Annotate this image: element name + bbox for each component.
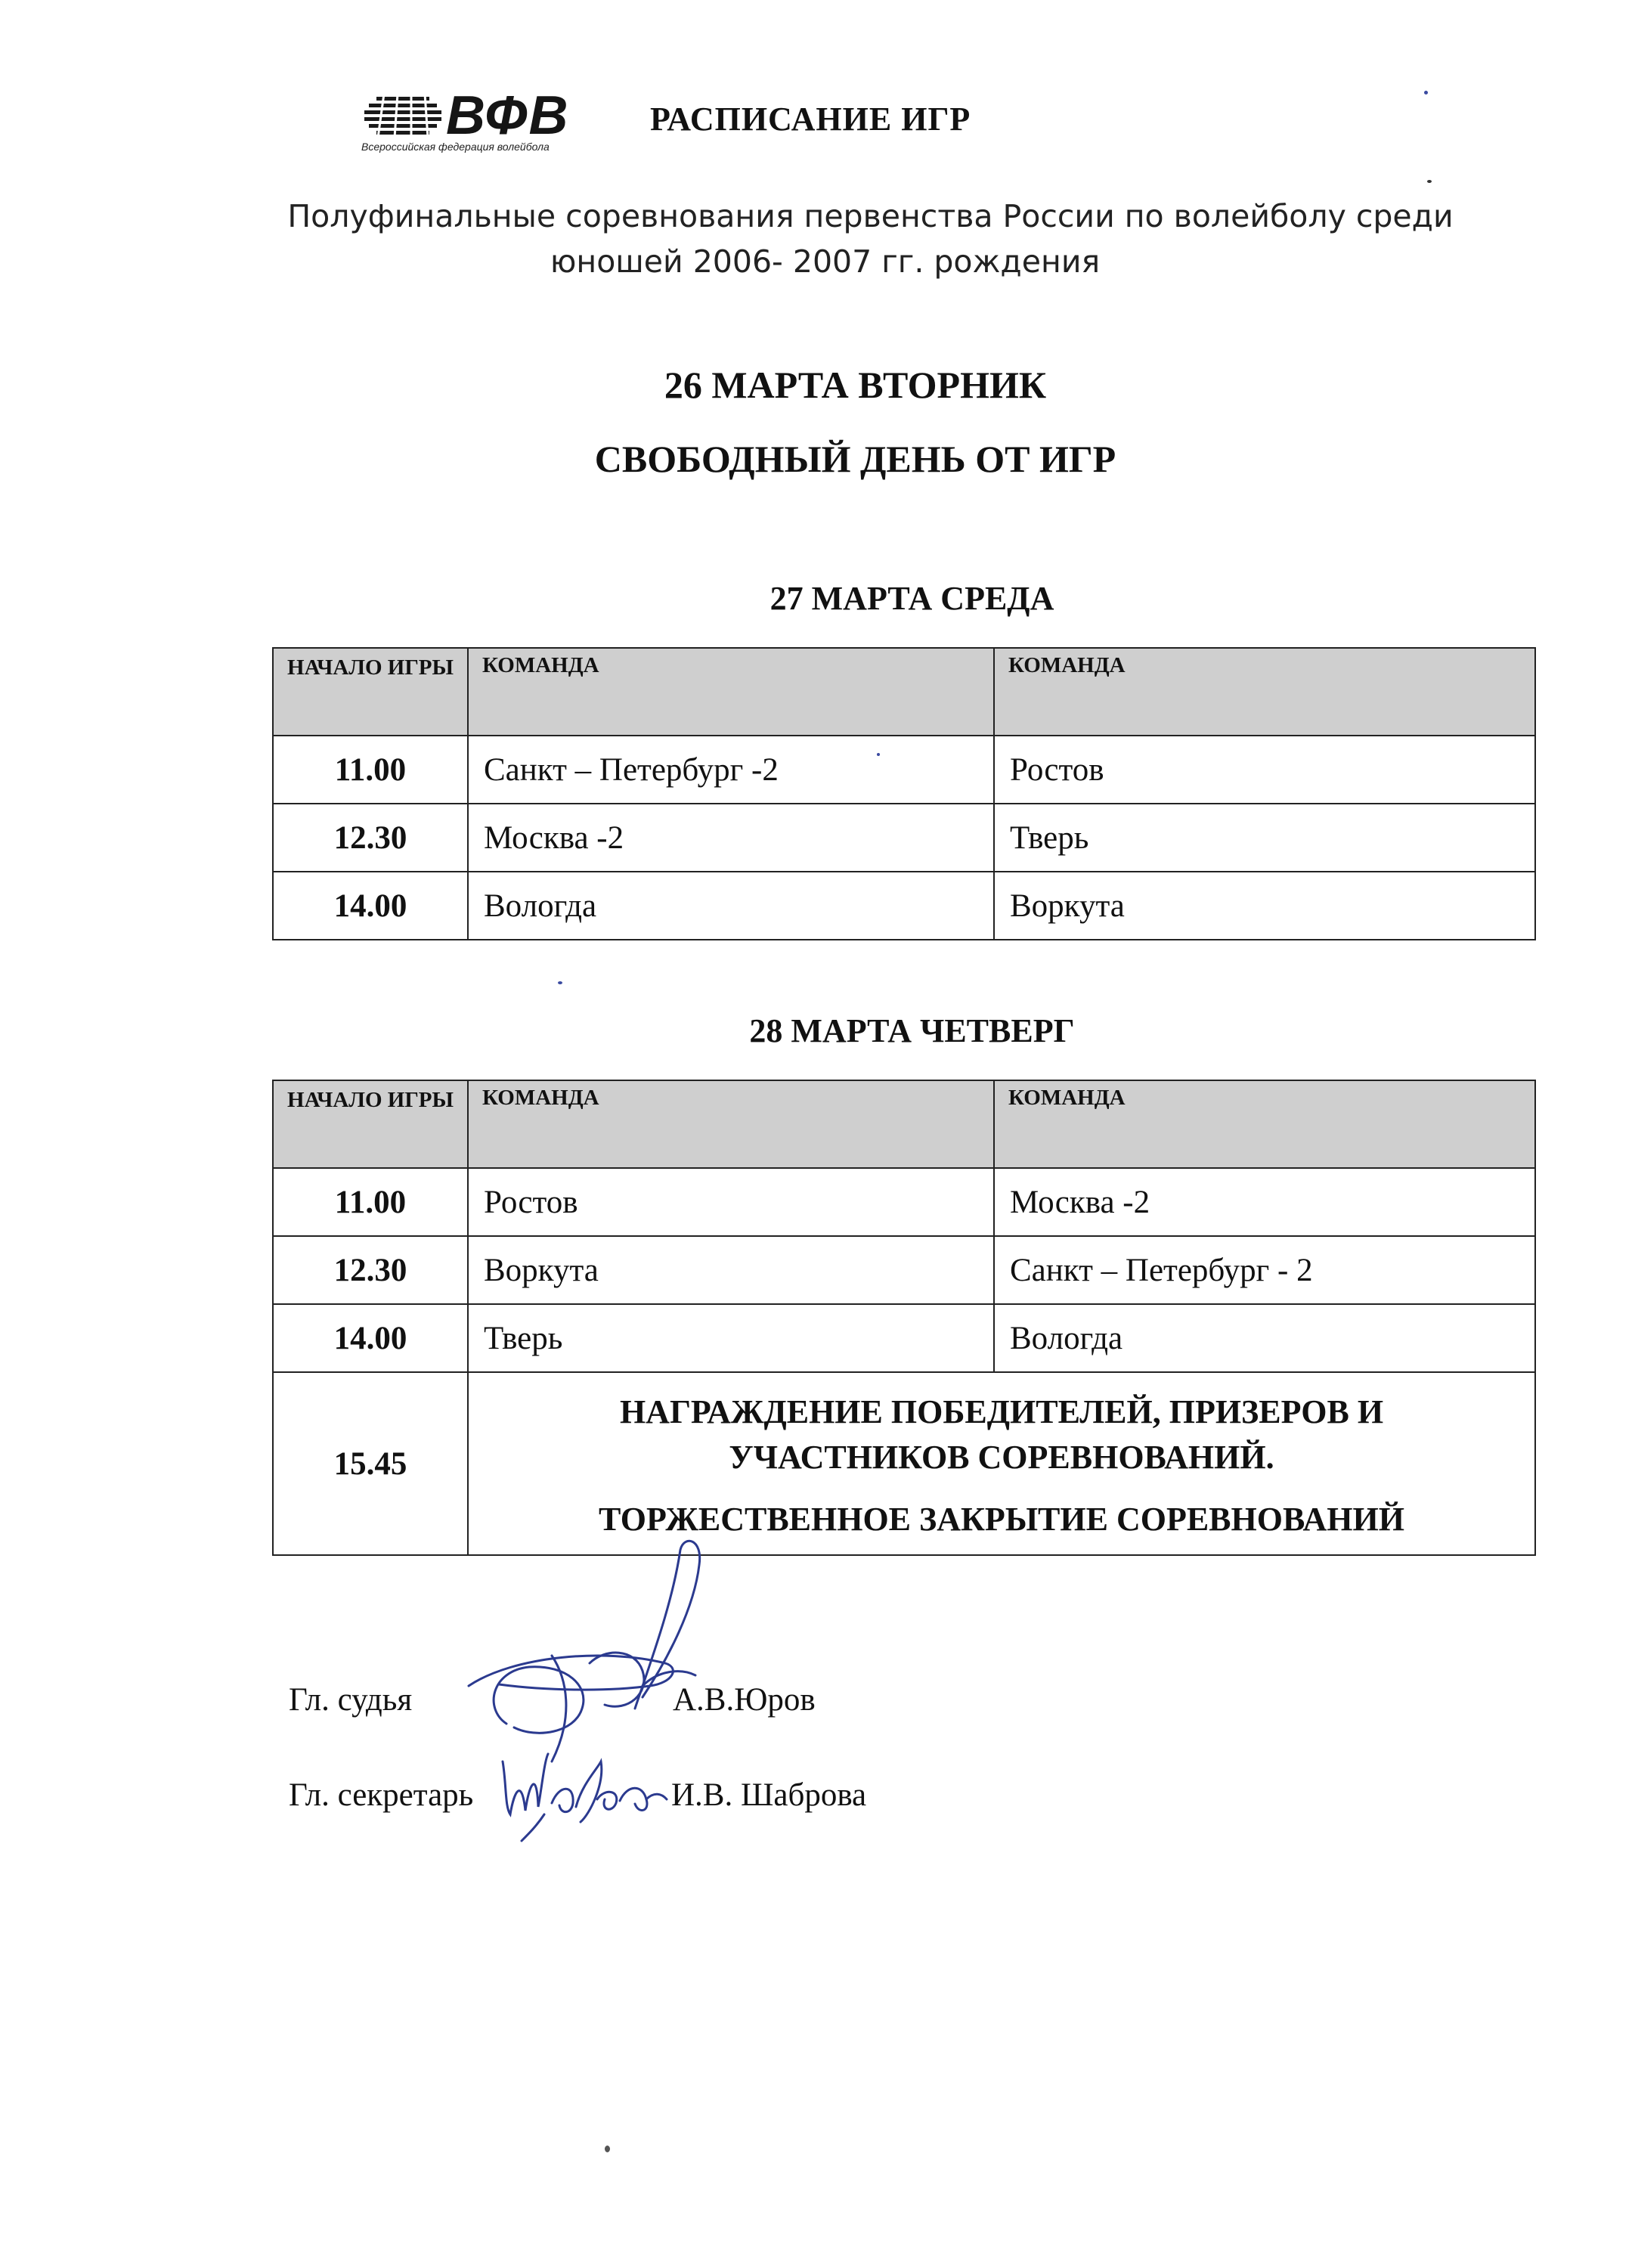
column-header-team-a: КОМАНДА <box>468 1080 994 1168</box>
ceremony-description <box>468 1372 1535 1555</box>
table-row <box>273 804 1535 872</box>
ceremony-time: 15.45 <box>273 1372 468 1555</box>
ink-speck <box>1427 180 1432 183</box>
day28-heading: 28 МАРТА ЧЕТВЕРГ <box>749 1012 1075 1049</box>
subtitle-line-1: Полуфинальные соревнования первенства России по волейболу среди <box>287 198 1454 234</box>
secretary-signature <box>491 1739 673 1845</box>
column-header-team-b: КОМАНДА <box>994 648 1535 736</box>
table-header-row <box>273 1080 1535 1168</box>
judge-role: Гл. судья <box>289 1682 413 1718</box>
team-a: Санкт – Петербург -2 <box>468 736 994 804</box>
ceremony-line-3: ТОРЖЕСТВЕННОЕ ЗАКРЫТИЕ СОРЕВНОВАНИЙ <box>599 1501 1404 1538</box>
team-b: Вологда <box>994 1304 1535 1372</box>
subtitle-line-2: юношей 2006- 2007 гг. рождения <box>550 243 1101 280</box>
game-time: 14.00 <box>273 1304 468 1372</box>
ink-speck <box>605 2146 610 2152</box>
team-b: Тверь <box>994 804 1535 872</box>
team-b: Санкт – Петербург - 2 <box>994 1236 1535 1304</box>
game-time: 12.30 <box>273 1236 468 1304</box>
judge-name: А.В.Юров <box>673 1682 816 1718</box>
table-row <box>273 1236 1535 1304</box>
column-header-team-b: КОМАНДА <box>994 1080 1535 1168</box>
ceremony-row <box>273 1372 1535 1555</box>
team-b: Москва -2 <box>994 1168 1535 1236</box>
team-a: Вологда <box>468 872 994 940</box>
document-title: РАСПИСАНИЕ ИГР <box>650 101 971 138</box>
ink-speck <box>1424 91 1428 94</box>
free-day-note: СВОБОДНЫЙ ДЕНЬ ОТ ИГР <box>594 438 1116 480</box>
vfv-logo <box>361 85 626 159</box>
game-time: 11.00 <box>273 1168 468 1236</box>
game-time: 12.30 <box>273 804 468 872</box>
ceremony-spacer <box>484 1480 1519 1497</box>
column-header-start: НАЧАЛО ИГРЫ <box>273 1080 468 1168</box>
table-row <box>273 1168 1535 1236</box>
ink-speck <box>558 981 562 984</box>
team-a: Москва -2 <box>468 804 994 872</box>
game-time: 14.00 <box>273 872 468 940</box>
day27-schedule-table <box>272 647 1536 940</box>
day27-heading: 27 МАРТА СРЕДА <box>770 580 1054 617</box>
day28-schedule-table <box>272 1080 1536 1556</box>
column-header-start: НАЧАЛО ИГРЫ <box>273 648 468 736</box>
ceremony-line-1: НАГРАЖДЕНИЕ ПОБЕДИТЕЛЕЙ, ПРИЗЕРОВ И <box>619 1393 1384 1430</box>
logo-tagline: Всероссийская федерация волейбола <box>361 141 550 153</box>
team-a: Воркута <box>468 1236 994 1304</box>
table-row <box>273 736 1535 804</box>
column-header-team-a: КОМАНДА <box>468 648 994 736</box>
team-a: Ростов <box>468 1168 994 1236</box>
secretary-role: Гл. секретарь <box>289 1777 474 1813</box>
table-row <box>273 1304 1535 1372</box>
secretary-name: И.В. Шаброва <box>671 1777 867 1813</box>
team-b: Воркута <box>994 872 1535 940</box>
table-header-row <box>273 648 1535 736</box>
table-row <box>273 872 1535 940</box>
team-b: Ростов <box>994 736 1535 804</box>
day26-heading: 26 МАРТА ВТОРНИК <box>664 364 1047 406</box>
volleyball-globe-icon <box>361 91 444 141</box>
team-a: Тверь <box>468 1304 994 1372</box>
document-subtitle <box>0 194 1635 284</box>
ceremony-line-2: УЧАСТНИКОВ СОРЕВНОВАНИЙ. <box>729 1439 1274 1476</box>
game-time: 11.00 <box>273 736 468 804</box>
logo-text: ВФВ <box>446 85 570 146</box>
ink-speck <box>877 753 880 756</box>
